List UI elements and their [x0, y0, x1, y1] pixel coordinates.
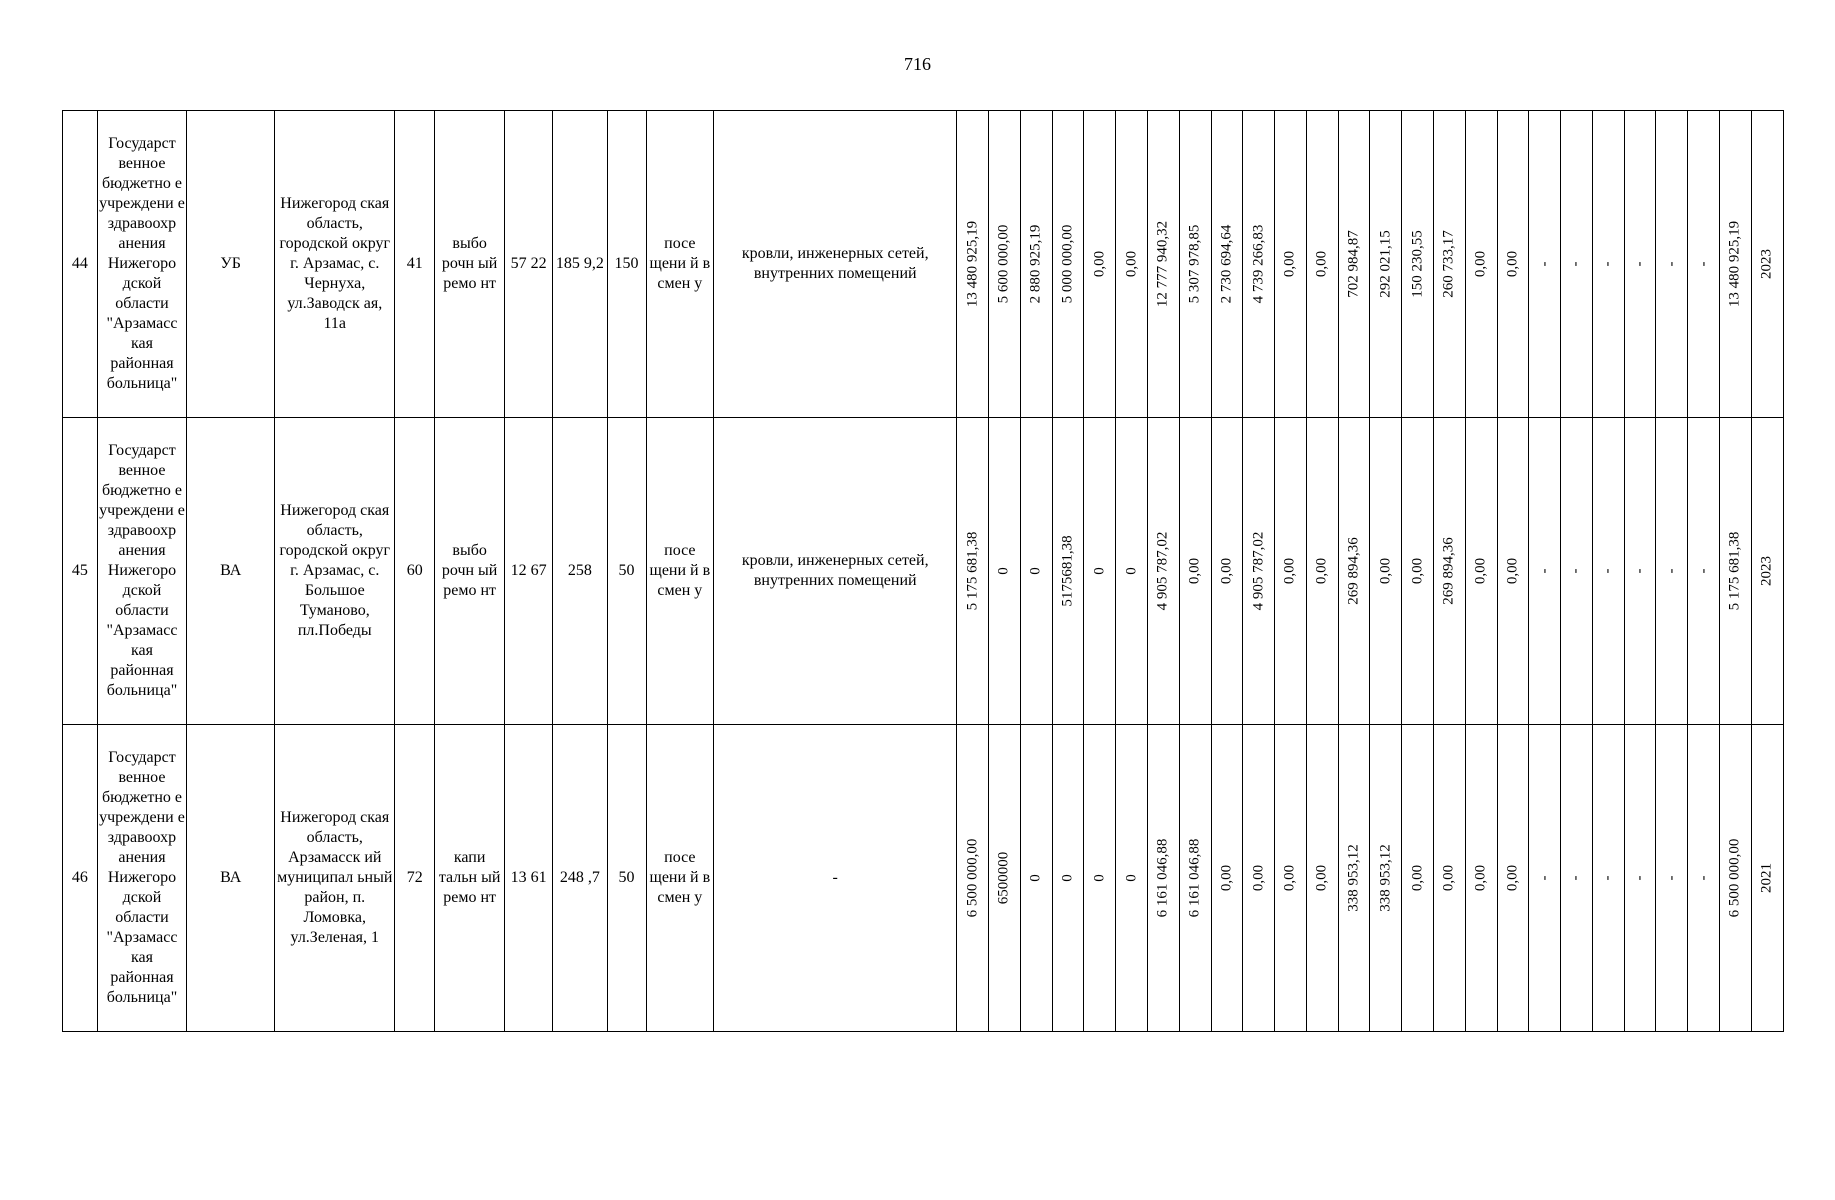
- amount-value: 2021: [1759, 863, 1776, 893]
- amount-value: 0: [1059, 874, 1076, 882]
- amount-value: -: [1568, 568, 1585, 574]
- year-built: 41: [395, 111, 435, 418]
- amount-cell: [1211, 111, 1243, 418]
- amount-value: -: [1536, 261, 1553, 267]
- amount-cell: [1529, 418, 1561, 725]
- amount-value: 6 161 046,88: [1186, 838, 1203, 918]
- amount-cell: [1688, 111, 1720, 418]
- amount-value: 269 894,36: [1440, 537, 1457, 605]
- work-description: кровли, инженерных сетей, внутренних помещений: [714, 111, 957, 418]
- amount-cell: [1147, 418, 1179, 725]
- amount-value: 0,00: [1091, 250, 1108, 278]
- amount-cell: [1147, 725, 1179, 1032]
- amount-value: 0,00: [1504, 557, 1521, 585]
- funding-code: УБ: [187, 111, 275, 418]
- amount-value: 0,00: [1313, 557, 1330, 585]
- amount-cell: [1465, 418, 1497, 725]
- amount-value: 6 500 000,00: [964, 838, 981, 918]
- total-area: 57 22: [504, 111, 552, 418]
- amount-cell: [957, 418, 989, 725]
- amount-cell: [1497, 418, 1529, 725]
- work-description: кровли, инженерных сетей, внутренних помещений: [714, 418, 957, 725]
- amount-cell: [1147, 111, 1179, 418]
- amount-cell: [1656, 111, 1688, 418]
- amount-cell: [1116, 111, 1148, 418]
- amount-cell: [1656, 418, 1688, 725]
- amount-value: -: [1631, 875, 1648, 881]
- amount-value: 12 777 940,32: [1154, 220, 1171, 308]
- amount-value: 4 905 787,02: [1154, 531, 1171, 611]
- amount-cell: [1338, 725, 1370, 1032]
- amount-value: -: [1568, 875, 1585, 881]
- amount-value: -: [1599, 875, 1616, 881]
- amount-value: 0,00: [1218, 557, 1235, 585]
- amount-value: 6 500 000,00: [1727, 838, 1744, 918]
- amount-value: 338 953,12: [1377, 844, 1394, 912]
- amount-cell: [1338, 418, 1370, 725]
- amount-value: 0,00: [1313, 250, 1330, 278]
- amount-value: 6 161 046,88: [1154, 838, 1171, 918]
- amount-value: -: [1663, 875, 1680, 881]
- amount-cell: [989, 418, 1021, 725]
- amount-value: 0,00: [1218, 864, 1235, 892]
- amount-cell: [1751, 418, 1783, 725]
- amount-value: 13 480 925,19: [1727, 220, 1744, 308]
- row-number: 46: [63, 725, 98, 1032]
- object-address: Нижегород ская область, Арзамасск ий муниципал ьный район, п. Ломовка, ул.Зеленая, 1: [275, 725, 395, 1032]
- amount-value: -: [1695, 875, 1712, 881]
- amount-value: -: [1568, 261, 1585, 267]
- amount-cell: [1179, 418, 1211, 725]
- amount-value: 5 175 681,38: [964, 531, 981, 611]
- amount-cell: [1020, 725, 1052, 1032]
- amount-cell: [1275, 418, 1307, 725]
- capacity-unit: посе щени й в смен у: [646, 725, 714, 1032]
- amount-cell: [1052, 725, 1084, 1032]
- amount-value: 0,00: [1282, 250, 1299, 278]
- amount-value: 0: [996, 567, 1013, 575]
- table-row: [63, 725, 1784, 1032]
- amount-value: 0,00: [1472, 557, 1489, 585]
- amount-cell: [1306, 111, 1338, 418]
- amount-cell: [1720, 725, 1752, 1032]
- organization-name: Государст венное бюджетно е учреждени е здравоохр анения Нижегоро дской области "Арзамасс кая районная больница": [97, 418, 186, 725]
- amount-cell: [989, 111, 1021, 418]
- amount-cell: [1402, 418, 1434, 725]
- amount-value: -: [1536, 875, 1553, 881]
- amount-value: 2 880 925,19: [1027, 224, 1044, 304]
- amount-cell: [1751, 725, 1783, 1032]
- work-description: -: [714, 725, 957, 1032]
- amount-value: 0,00: [1504, 864, 1521, 892]
- amount-cell: [1561, 111, 1593, 418]
- amount-value: -: [1695, 568, 1712, 574]
- amount-cell: [1020, 418, 1052, 725]
- amount-value: 0,00: [1186, 557, 1203, 585]
- amount-cell: [957, 725, 989, 1032]
- amount-value: 2023: [1759, 249, 1776, 279]
- amount-value: 0,00: [1504, 250, 1521, 278]
- amount-value: 5 307 978,85: [1186, 224, 1203, 304]
- amount-cell: [1624, 418, 1656, 725]
- amount-cell: [1720, 111, 1752, 418]
- work-type: капи тальн ый ремо нт: [435, 725, 505, 1032]
- amount-value: -: [1599, 261, 1616, 267]
- funding-code: ВА: [187, 418, 275, 725]
- row-number: 45: [63, 418, 98, 725]
- amount-value: 338 953,12: [1345, 844, 1362, 912]
- page-number: 716: [904, 54, 931, 74]
- amount-value: 0,00: [1123, 250, 1140, 278]
- amount-value: 5 175 681,38: [1727, 531, 1744, 611]
- amount-cell: [1529, 111, 1561, 418]
- amount-value: 5 000 000,00: [1059, 224, 1076, 304]
- funding-code: ВА: [187, 725, 275, 1032]
- amount-cell: [1402, 725, 1434, 1032]
- amount-value: 4 905 787,02: [1250, 531, 1267, 611]
- amount-value: 0,00: [1282, 557, 1299, 585]
- amount-value: 2 730 694,64: [1218, 224, 1235, 304]
- amount-cell: [1751, 111, 1783, 418]
- amount-cell: [1497, 111, 1529, 418]
- year-built: 60: [395, 418, 435, 725]
- amount-cell: [1116, 418, 1148, 725]
- amount-cell: [1084, 111, 1116, 418]
- amount-value: 0,00: [1313, 864, 1330, 892]
- amount-cell: [1656, 725, 1688, 1032]
- amount-cell: [1084, 725, 1116, 1032]
- amount-cell: [1275, 725, 1307, 1032]
- amount-value: 13 480 925,19: [964, 220, 981, 308]
- amount-cell: [1433, 725, 1465, 1032]
- amount-value: 6500000: [996, 851, 1013, 905]
- table-row: [63, 111, 1784, 418]
- capacity-unit: посе щени й в смен у: [646, 418, 714, 725]
- amount-cell: [1592, 418, 1624, 725]
- amount-cell: [1624, 111, 1656, 418]
- amount-cell: [1370, 418, 1402, 725]
- row-number: 44: [63, 111, 98, 418]
- amount-cell: [1179, 111, 1211, 418]
- amount-value: 0,00: [1409, 864, 1426, 892]
- amount-cell: [1465, 111, 1497, 418]
- amount-cell: [1052, 111, 1084, 418]
- amount-value: 150 230,55: [1409, 230, 1426, 298]
- amount-value: 0: [1123, 874, 1140, 882]
- amount-cell: [1275, 111, 1307, 418]
- amount-value: 0,00: [1250, 864, 1267, 892]
- amount-value: -: [1695, 261, 1712, 267]
- amount-value: 0,00: [1440, 864, 1457, 892]
- usable-area: 185 9,2: [553, 111, 607, 418]
- work-type: выбо рочн ый ремо нт: [435, 418, 505, 725]
- amount-value: 702 984,87: [1345, 230, 1362, 298]
- work-type: выбо рочн ый ремо нт: [435, 111, 505, 418]
- organization-name: Государст венное бюджетно е учреждени е здравоохр анения Нижегоро дской области "Арзамасс кая районная больница": [97, 111, 186, 418]
- amount-cell: [1306, 418, 1338, 725]
- year-built: 72: [395, 725, 435, 1032]
- amount-value: -: [1663, 568, 1680, 574]
- amount-value: 292 021,15: [1377, 230, 1394, 298]
- amount-cell: [1561, 418, 1593, 725]
- capacity-unit: посе щени й в смен у: [646, 111, 714, 418]
- amount-cell: [1370, 725, 1402, 1032]
- capacity: 150: [607, 111, 646, 418]
- amount-value: 0: [1027, 567, 1044, 575]
- amount-value: 0: [1091, 567, 1108, 575]
- amount-cell: [1211, 725, 1243, 1032]
- table-row: [63, 418, 1784, 725]
- total-area: 12 67: [504, 418, 552, 725]
- amount-cell: [1592, 111, 1624, 418]
- amount-cell: [1433, 418, 1465, 725]
- amount-cell: [957, 111, 989, 418]
- amount-cell: [1433, 111, 1465, 418]
- amount-cell: [1243, 111, 1275, 418]
- amount-value: -: [1599, 568, 1616, 574]
- amount-value: 0: [1027, 874, 1044, 882]
- amount-value: -: [1663, 261, 1680, 267]
- amount-value: -: [1631, 261, 1648, 267]
- amount-cell: [1338, 111, 1370, 418]
- amount-value: 269 894,36: [1345, 537, 1362, 605]
- object-address: Нижегород ская область, городской округ г. Арзамас, с. Большое Туманово, пл.Победы: [275, 418, 395, 725]
- amount-cell: [1624, 725, 1656, 1032]
- amount-cell: [1529, 725, 1561, 1032]
- capacity: 50: [607, 725, 646, 1032]
- amount-cell: [989, 725, 1021, 1032]
- usable-area: 248 ,7: [553, 725, 607, 1032]
- amount-value: 0: [1123, 567, 1140, 575]
- amount-cell: [1020, 111, 1052, 418]
- amount-cell: [1243, 418, 1275, 725]
- amount-value: 0,00: [1377, 557, 1394, 585]
- amount-cell: [1402, 111, 1434, 418]
- amount-cell: [1465, 725, 1497, 1032]
- amount-cell: [1497, 725, 1529, 1032]
- amount-value: 4 739 266,83: [1250, 224, 1267, 304]
- amount-value: 0,00: [1409, 557, 1426, 585]
- amount-value: 0,00: [1472, 864, 1489, 892]
- amount-cell: [1211, 418, 1243, 725]
- object-address: Нижегород ская область, городской округ г. Арзамас, с. Чернуха, ул.Заводск ая, 11а: [275, 111, 395, 418]
- total-area: 13 61: [504, 725, 552, 1032]
- amount-value: 0,00: [1282, 864, 1299, 892]
- amount-value: 5175681,38: [1059, 535, 1076, 607]
- amount-value: -: [1536, 568, 1553, 574]
- amount-cell: [1720, 418, 1752, 725]
- amount-value: 0,00: [1472, 250, 1489, 278]
- amount-cell: [1370, 111, 1402, 418]
- amount-cell: [1592, 725, 1624, 1032]
- amount-value: 0: [1091, 874, 1108, 882]
- amount-value: 5 600 000,00: [996, 224, 1013, 304]
- amount-value: 260 733,17: [1440, 230, 1457, 298]
- amount-cell: [1084, 418, 1116, 725]
- amount-cell: [1306, 725, 1338, 1032]
- amount-cell: [1688, 725, 1720, 1032]
- capacity: 50: [607, 418, 646, 725]
- data-table: [62, 110, 1784, 1032]
- organization-name: Государст венное бюджетно е учреждени е здравоохр анения Нижегоро дской области "Арзамасс кая районная больница": [97, 725, 186, 1032]
- amount-cell: [1688, 418, 1720, 725]
- amount-value: -: [1631, 568, 1648, 574]
- amount-cell: [1561, 725, 1593, 1032]
- amount-cell: [1243, 725, 1275, 1032]
- amount-cell: [1179, 725, 1211, 1032]
- amount-cell: [1052, 418, 1084, 725]
- amount-cell: [1116, 725, 1148, 1032]
- amount-value: 2023: [1759, 556, 1776, 586]
- usable-area: 258: [553, 418, 607, 725]
